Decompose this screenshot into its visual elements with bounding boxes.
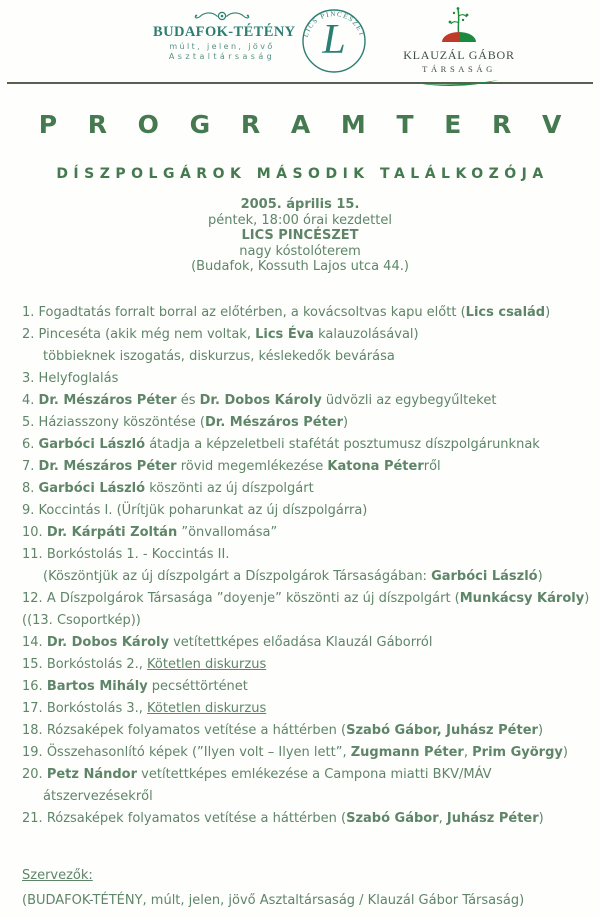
item-text: többieknek iszogatás, diskurzus, késlekedők bevárása [43, 348, 395, 364]
item-text: rövid megemlékezése [176, 458, 328, 474]
item-text: , [438, 810, 447, 826]
item-line [22, 434, 586, 456]
item-text: A Díszpolgárok Társasága ”doyenje” köszönti az új díszpolgárt ( [46, 590, 460, 606]
item-text: ) [537, 568, 543, 584]
person-name: Petz Nándor [46, 766, 138, 782]
item-number: 18. [22, 722, 47, 738]
event-address: (Budafok, Kossuth Lajos utca 44.) [191, 259, 409, 275]
item-line [22, 720, 586, 742]
person-name: Lics Éva [255, 326, 314, 342]
item-line [22, 654, 586, 676]
lics-monogram: L [322, 17, 346, 63]
program-item [22, 390, 586, 412]
item-line [22, 500, 586, 522]
program-item [22, 610, 586, 632]
item-text: (Köszöntjük az új díszpolgárt a Díszpolgárok Társaságában: [43, 568, 432, 584]
item-text: átszervezésekről [43, 788, 153, 804]
item-number: 7. [22, 458, 39, 474]
program-item [22, 588, 590, 610]
program-item [22, 412, 586, 434]
item-number: 3. [22, 370, 39, 386]
item-continuation-line [22, 786, 586, 808]
budafok-logo-name: BUDAFOK-TÉTÉNY [153, 24, 296, 40]
item-text: Fogadtatás forralt borral az előtérben, a kovácsoltvas kapu előtt ( [38, 304, 466, 320]
item-number: 14. [22, 634, 47, 650]
person-name: Szabó Gábor, Juhász Péter [346, 722, 538, 738]
item-line [22, 390, 586, 412]
item-text: ) [584, 590, 590, 606]
person-name: Dr. Kárpáti Zoltán [46, 524, 178, 540]
item-text: ) [562, 744, 568, 760]
budafok-logo-society: Asztaltársaság [168, 52, 276, 61]
item-line [22, 368, 586, 390]
item-text: Borkóstolás 2., [46, 656, 148, 672]
person-name: Dr. Mészáros Péter [38, 392, 177, 408]
program-item [22, 632, 586, 654]
person-name: Dr. Dobos Károly [46, 634, 169, 650]
person-name: Dr. Mészáros Péter [204, 414, 344, 430]
item-text: ) [545, 304, 551, 320]
item-number: 12. [22, 590, 47, 606]
item-text: Összehasonlító képek (”Ilyen volt – Ilyen lett”, [46, 744, 351, 760]
item-line [22, 478, 586, 500]
item-text: ) [538, 810, 544, 826]
swoosh-underline-icon [396, 79, 522, 89]
item-text: kalauzolásával) [313, 326, 419, 342]
organizers-label: Szervezők: [22, 867, 93, 883]
organizers-text: (BUDAFOK-TÉTÉNY, múlt, jelen, jövő Asztaltársaság / Klauzál Gábor Társaság) [22, 892, 525, 908]
item-text: átadja a képzeletbeli stafétát posztumusz díszpolgárunknak [145, 436, 540, 452]
person-name: Garbóci László [38, 480, 146, 496]
item-text: ről [423, 458, 441, 474]
program-item [22, 302, 586, 324]
item-text: Rózsaképek folyamatos vetítése a háttérben ( [46, 722, 347, 738]
item-text: Kötetlen diskurzus [147, 700, 267, 716]
item-number: 16. [22, 678, 47, 694]
item-number: 1. [22, 304, 39, 320]
person-name: Munkácsy Károly [459, 590, 585, 606]
item-text: köszönti az új díszpolgárt [145, 480, 314, 496]
item-number: 17. [22, 700, 47, 716]
program-item [22, 478, 586, 500]
program-item [22, 676, 586, 698]
item-line [22, 588, 590, 610]
item-line [22, 544, 586, 566]
item-number: 4. [22, 392, 39, 408]
page-title: P R O G R A M T E R V [38, 110, 573, 139]
person-name: Zugmann Péter [350, 744, 464, 760]
person-name: Prim György [472, 744, 563, 760]
budafok-logo-motto: múlt, jelen, jövő [169, 42, 275, 51]
program-item [22, 808, 586, 830]
program-item [22, 434, 586, 456]
program-item [22, 522, 586, 544]
item-text: ) [343, 414, 349, 430]
program-item [22, 654, 586, 676]
person-name: Dr. Dobos Károly [199, 392, 322, 408]
budafok-teteny-logo [153, 9, 296, 61]
winery-seal-icon [298, 5, 370, 77]
event-details [0, 197, 600, 275]
item-line [22, 676, 586, 698]
program-item [22, 324, 586, 368]
item-number: 20. [22, 766, 47, 782]
item-text: és [176, 392, 200, 408]
person-name: Bartos Mihály [46, 678, 148, 694]
person-name: Garbóci László [38, 436, 146, 452]
item-line [22, 632, 586, 654]
item-line [22, 412, 586, 434]
item-text: ((13. Csoportkép)) [22, 612, 141, 628]
program-item [22, 500, 586, 522]
item-number: 2. [22, 326, 39, 342]
item-text: Koccintás I. (Ürítjük poharunkat az új díszpolgárra) [38, 502, 368, 518]
program-item [22, 368, 586, 390]
person-name: Lics család [465, 304, 546, 320]
item-text: ”önvallomása” [177, 524, 278, 540]
scroll-ornament-icon [193, 9, 251, 23]
vine-on-mound-icon [396, 5, 522, 43]
person-name: Garbóci László [431, 568, 538, 584]
item-text: Borkóstolás 1. - Koccintás II. [46, 546, 230, 562]
item-number: 10. [22, 524, 47, 540]
item-number: 19. [22, 744, 47, 760]
item-text: , [463, 744, 473, 760]
person-name: Szabó Gábor [346, 810, 439, 826]
item-text: üdvözli az egybegyűlteket [321, 392, 497, 408]
item-number: 21. [22, 810, 47, 826]
item-number: 9. [22, 502, 39, 518]
program-item [22, 764, 586, 808]
item-line [22, 808, 586, 830]
person-name: Dr. Mészáros Péter [38, 458, 177, 474]
item-line [22, 698, 586, 720]
document-header [7, 0, 593, 84]
item-text: Háziasszony köszöntése ( [38, 414, 205, 430]
person-name: Katona Péter [327, 458, 424, 474]
item-number: 15. [22, 656, 47, 672]
item-line [22, 456, 586, 478]
item-text: Helyfoglalás [38, 370, 119, 386]
item-text: vetítettképes előadása Klauzál Gáborról [168, 634, 433, 650]
item-text: vetítettképes emlékezése a Campona miatti BKV/MÁV [137, 766, 492, 782]
item-number: 6. [22, 436, 39, 452]
event-date: 2005. április 15. [240, 197, 360, 212]
program-item [22, 698, 586, 720]
klauzal-gabor-logo [394, 5, 524, 93]
lics-pinceszet-logo [298, 5, 370, 77]
item-number: 8. [22, 480, 39, 496]
item-text: Borkóstolás 3., [46, 700, 148, 716]
item-line [22, 302, 586, 324]
item-line [22, 764, 586, 786]
event-time: péntek, 18:00 órai kezdettel [208, 212, 392, 228]
item-text: pecséttörténet [147, 678, 248, 694]
person-name: Juhász Péter [446, 810, 539, 826]
event-venue: LICS PINCÉSZET [241, 228, 359, 244]
program-item [22, 720, 586, 742]
item-text: Pinceséta (akik még nem voltak, [38, 326, 256, 342]
organizers [22, 864, 600, 912]
klauzal-logo-name: KLAUZÁL GÁBOR [403, 48, 515, 62]
item-text: Rózsaképek folyamatos vetítése a háttérben ( [46, 810, 347, 826]
item-number: 5. [22, 414, 39, 430]
item-continuation-line [22, 566, 586, 588]
item-line [22, 324, 586, 346]
item-text: Kötetlen diskurzus [147, 656, 267, 672]
klauzal-logo-society: TÁRSASÁG [422, 64, 496, 74]
item-line [22, 610, 586, 632]
program-item [22, 544, 586, 588]
program-list [22, 302, 590, 830]
item-number: 11. [22, 546, 47, 562]
item-line [22, 522, 586, 544]
program-item [22, 456, 586, 478]
item-continuation-line [22, 346, 586, 368]
item-text: ) [537, 722, 544, 738]
program-item [22, 742, 586, 764]
item-line [22, 742, 586, 764]
lics-arc-label: LICS PINCÉSZET [301, 9, 367, 39]
event-room: nagy kóstolóterem [239, 243, 361, 259]
page-subtitle: DÍSZPOLGÁROK MÁSODIK TALÁLKOZÓJA [56, 166, 549, 182]
